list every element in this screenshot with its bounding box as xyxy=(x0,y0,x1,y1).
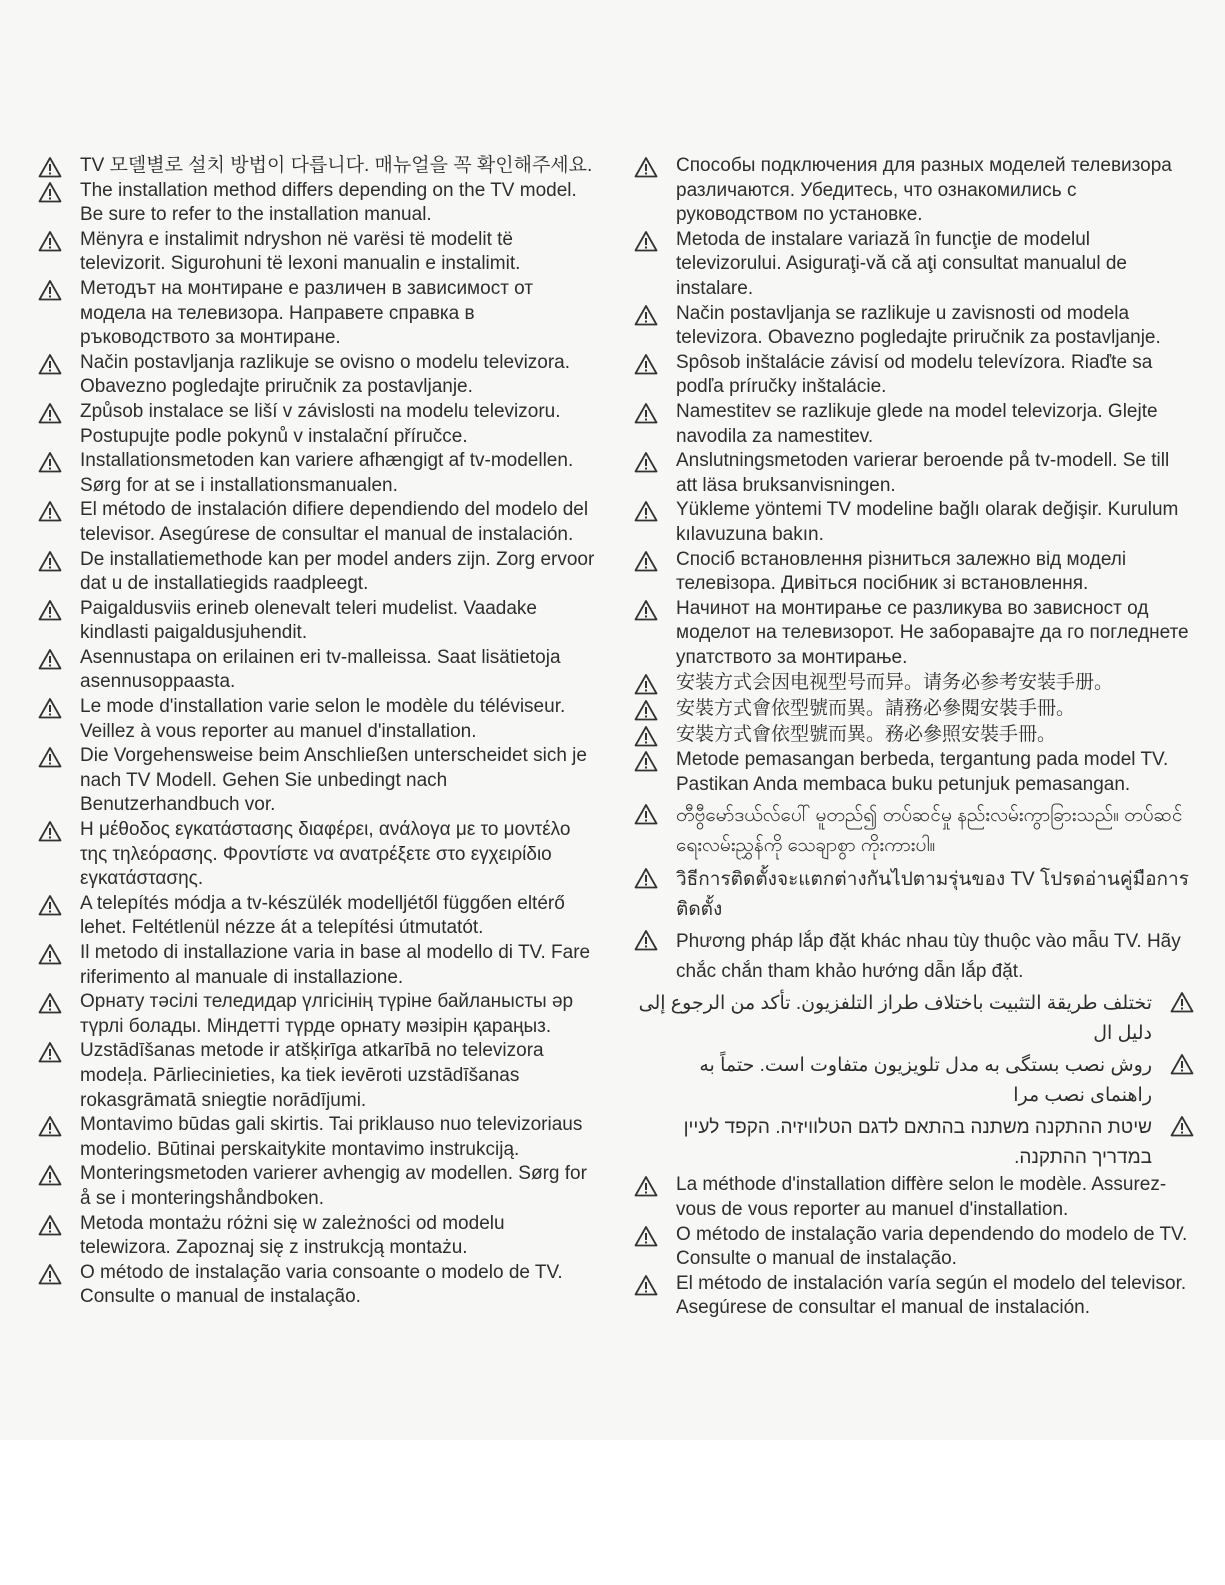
warning-triangle-icon xyxy=(38,820,62,842)
warning-triangle-icon xyxy=(634,929,658,951)
warning-text: تختلف طريقة التثبيت باختلاف طراز التلفزيون. تأكد من الرجوع إلى دليل ال xyxy=(638,993,1152,1045)
warning-text: La méthode d'installation diffère selon le modèle. Assurez-vous de vous reporter au manuel d'installation. xyxy=(676,1174,1167,1221)
warning-triangle-icon xyxy=(634,1225,658,1247)
warning-triangle-icon xyxy=(634,750,658,772)
warning-text: Metode pemasangan berbeda, tergantung pada model TV. Pastikan Anda membaca buku petunjuk pemasangan. xyxy=(676,749,1169,795)
warning-text: Спосіб встановлення різниться залежно від моделі телевізора. Дивіться посібник зі встановлення. xyxy=(676,548,1127,595)
warning-item-portuguese-br xyxy=(634,1223,1194,1272)
warning-text: Način postavljanja se razlikuje u zavisnosti od modela televizora. Obavezno pogledajte priručnik za postavljanje. xyxy=(676,302,1161,349)
warning-triangle-icon xyxy=(634,451,658,473)
warning-item-bulgarian xyxy=(38,277,598,351)
warning-text: O método de instalação varia consoante o modelo de TV. Consulte o manual de instalação. xyxy=(80,1261,563,1308)
warning-item-spanish-latam xyxy=(634,1272,1194,1321)
warning-item-danish xyxy=(38,449,598,498)
warning-triangle-icon xyxy=(38,599,62,621)
warning-text: Namestitev se razlikuje glede na model televizorja. Glejte navodila za namestitev. xyxy=(676,400,1158,447)
warning-triangle-icon xyxy=(38,648,62,670)
warning-text: Metoda de instalare variază în funcţie de modelul televizorului. Asiguraţi-vă că aţi consultat manualul de instalare. xyxy=(676,228,1127,299)
warning-item-latvian xyxy=(38,1039,598,1113)
left-column xyxy=(38,154,598,1310)
warning-item-indonesian xyxy=(634,748,1194,797)
warning-item-lithuanian xyxy=(38,1113,598,1162)
warning-text: 安装方式会因电视型号而异。请务必参考安装手册。 xyxy=(676,672,1114,694)
warning-item-greek xyxy=(38,818,598,892)
warning-text: Installationsmetoden kan variere afhængigt af tv-modellen. Sørg for at se i installationsmanualen. xyxy=(80,450,574,496)
warning-item-dutch xyxy=(38,548,598,597)
warning-triangle-icon xyxy=(38,550,62,572)
warning-item-slovak xyxy=(634,351,1194,400)
warning-text: Način postavljanja razlikuje se ovisno o modelu televizora. Obavezno pogledajte priručnik za postavljanje. xyxy=(80,351,571,398)
warning-text: Phương pháp lắp đặt khác nhau tùy thuộc vào mẫu TV. Hãy chắc chắn tham khảo hướng dẫn lắp đặt. xyxy=(676,931,1181,983)
warning-triangle-icon xyxy=(38,1041,62,1063)
warning-item-chinese-simplified xyxy=(634,671,1194,696)
warning-item-chinese-traditional-tw xyxy=(634,697,1194,722)
warning-item-french xyxy=(38,695,598,744)
warning-item-turkish xyxy=(634,498,1194,547)
warning-triangle-icon xyxy=(38,1164,62,1186)
warning-triangle-icon xyxy=(38,156,62,178)
warning-text: Paigaldusviis erineb olenevalt teleri mudelist. Vaadake kindlasti paigaldusjuhendit. xyxy=(80,597,537,644)
warning-triangle-icon xyxy=(38,1214,62,1236)
warning-triangle-icon xyxy=(1170,1053,1194,1075)
warning-item-myanmar xyxy=(634,801,1194,861)
warning-triangle-icon xyxy=(38,181,62,203)
warning-triangle-icon xyxy=(634,353,658,375)
warning-text: Le mode d'installation varie selon le modèle du téléviseur. Veillez à vous reporter au manuel d'installation. xyxy=(80,696,566,742)
warning-triangle-icon xyxy=(38,992,62,1014)
warning-triangle-icon xyxy=(634,156,658,178)
warning-item-thai xyxy=(634,865,1194,925)
warning-text: Spôsob inštalácie závisí od modelu televízora. Riaďte sa podľa príručky inštalácie. xyxy=(676,351,1153,398)
warning-item-vietnamese xyxy=(634,927,1194,987)
warning-item-kazakh xyxy=(38,990,598,1039)
warning-triangle-icon xyxy=(38,230,62,252)
warning-text: روش نصب بستگی به مدل تلویزیون متفاوت است. حتماً به راهنمای نصب مرا xyxy=(699,1055,1152,1107)
warning-triangle-icon xyxy=(38,894,62,916)
warning-text: Il metodo di installazione varia in base al modello di TV. Fare riferimento al manuale di installazione. xyxy=(80,942,591,988)
warning-item-korean xyxy=(38,154,598,179)
warning-text: Metoda montażu różni się w zależności od modelu telewizora. Zapoznaj się z instrukcją montażu. xyxy=(80,1212,505,1259)
warning-triangle-icon xyxy=(38,943,62,965)
warning-item-slovenian xyxy=(634,400,1194,449)
warning-text: TV 모델별로 설치 방법이 다릅니다. 매뉴얼을 꼭 확인해주세요. xyxy=(80,155,593,176)
warning-item-romanian xyxy=(634,228,1194,302)
warning-triangle-icon xyxy=(38,279,62,301)
warning-text: A telepítés módja a tv-készülék modelljétől függően eltérő lehet. Feltétlenül nézze át a telepítési útmutatót. xyxy=(80,892,565,939)
warning-text: De installatiemethode kan per model anders zijn. Zorg ervoor dat u de installatiegids raadpleegt. xyxy=(80,548,595,595)
warning-triangle-icon xyxy=(38,746,62,768)
warning-triangle-icon xyxy=(634,673,658,695)
warning-item-polish xyxy=(38,1212,598,1261)
warning-triangle-icon xyxy=(38,1115,62,1137)
warning-text: วิธีการติดตั้งจะแตกต่างกันไปตามรุ่นของ TV โปรดอ่านคู่มือการติดตั้ง xyxy=(676,869,1189,921)
warning-item-portuguese-pt xyxy=(38,1261,598,1310)
warning-item-croatian xyxy=(38,351,598,400)
warning-item-estonian xyxy=(38,597,598,646)
warning-triangle-icon xyxy=(634,725,658,747)
warning-text: O método de instalação varia dependendo do modelo de TV. Consulte o manual de instalação. xyxy=(676,1223,1188,1270)
warning-text: Yükleme yöntemi TV modeline bağlı olarak değişir. Kurulum kılavuzuna bakın. xyxy=(676,499,1179,545)
warning-text: Montavimo būdas gali skirtis. Tai priklauso nuo televizoriaus modelio. Būtinai perskaitykite montavimo instrukciją. xyxy=(80,1114,583,1160)
warning-triangle-icon xyxy=(634,803,658,825)
warning-item-arabic xyxy=(634,989,1194,1049)
right-column xyxy=(634,154,1194,1321)
warning-triangle-icon xyxy=(1170,991,1194,1013)
warning-text: Mënyra e instalimit ndryshon në varësi të modelit të televizorit. Sigurohuni të lexoni manualin e instalimit. xyxy=(80,228,521,275)
warning-text: Die Vorgehensweise beim Anschließen unterscheidet sich je nach TV Modell. Gehen Sie unbedingt nach Benutzerhandbuch vor. xyxy=(80,745,587,816)
warning-item-italian xyxy=(38,941,598,990)
warning-triangle-icon xyxy=(634,1175,658,1197)
warning-item-persian xyxy=(634,1051,1194,1111)
warning-item-russian xyxy=(634,154,1194,228)
warning-text: Способы подключения для разных моделей телевизора различаются. Убедитесь, что ознакомились с руководством по установке. xyxy=(676,155,1172,226)
warning-item-hungarian xyxy=(38,892,598,941)
warning-item-albanian xyxy=(38,228,598,277)
warning-triangle-icon xyxy=(634,500,658,522)
warning-item-ukrainian xyxy=(634,548,1194,597)
warning-triangle-icon xyxy=(38,353,62,375)
warning-triangle-icon xyxy=(634,867,658,889)
warning-item-spanish xyxy=(38,498,598,547)
warning-triangle-icon xyxy=(634,550,658,572)
warning-text: שיטת ההתקנה משתנה בהתאם לדגם הטלוויזיה. הקפד לעיין במדריך ההתקנה. xyxy=(683,1117,1152,1169)
warning-item-czech xyxy=(38,400,598,449)
warning-text: Způsob instalace se liší v závislosti na modelu televizoru. Postupujte podle pokynů v instalační příručce. xyxy=(80,400,561,447)
warning-triangle-icon xyxy=(634,599,658,621)
warning-triangle-icon xyxy=(38,451,62,473)
warning-item-hebrew xyxy=(634,1113,1194,1173)
warning-item-macedonian xyxy=(634,597,1194,671)
warning-triangle-icon xyxy=(38,500,62,522)
warning-text: Monteringsmetoden varierer avhengig av modellen. Sørg for å se i monteringshåndboken. xyxy=(80,1163,587,1209)
warning-text: The installation method differs depending on the TV model. Be sure to refer to the installation manual. xyxy=(80,179,577,226)
warning-triangle-icon xyxy=(634,699,658,721)
warning-text: Uzstādīšanas metode ir atšķirīga atkarībā no televizora modeļa. Pārliecinieties, ka tiek ievēroti uzstādīšanas rokasgrāmatā sniegtie norādījumi. xyxy=(80,1040,544,1111)
warning-text: တီဗွီမော်ဒယ်လ်ပေါ် မူတည်၍ တပ်ဆင်မှု နည်းလမ်းကွာခြားသည်။ တပ်ဆင်ရေးလမ်းညွှန်ကို သေချာစွာ ကိုးကားပါ။ xyxy=(676,805,1183,857)
warning-triangle-icon xyxy=(634,304,658,326)
warning-text: El método de instalación varía según el modelo del televisor. Asegúrese de consultar el manual de instalación. xyxy=(676,1272,1187,1319)
warning-text: Методът на монтиране е различен в зависимост от модела на телевизора. Направете справка в ръководството за монтиране. xyxy=(80,277,534,349)
warning-item-french-ca xyxy=(634,1173,1194,1222)
warning-item-swedish xyxy=(634,449,1194,498)
warning-triangle-icon xyxy=(38,1263,62,1285)
warning-item-norwegian xyxy=(38,1162,598,1211)
warning-text: Η μέθοδος εγκατάστασης διαφέρει, ανάλογα με το μοντέλο της τηλεόρασης. Φροντίστε να ανατρέξετε στο εγχειρίδιο εγκατάστασης. xyxy=(80,819,571,890)
warning-text: 安裝方式會依型號而異。請務必參閱安裝手冊。 xyxy=(676,698,1076,720)
warning-text: Начинот на монтирање се разликува во зависност од моделот на телевизорот. Не заборавајте да го погледнете упатството за монтирање. xyxy=(676,597,1189,668)
warning-item-german xyxy=(38,744,598,818)
warning-item-chinese-traditional-hk xyxy=(634,723,1194,748)
warning-text: 安裝方式會依型號而異。務必參照安裝手冊。 xyxy=(676,723,1057,745)
warning-text: Орнату тәсілі теледидар үлгісінің түріне байланысты әр түрлі болады. Міндетті түрде орнату мәзірін қараңыз. xyxy=(80,991,574,1037)
warning-item-serbian xyxy=(634,302,1194,351)
warning-triangle-icon xyxy=(38,697,62,719)
warning-triangle-icon xyxy=(38,402,62,424)
warning-triangle-icon xyxy=(634,230,658,252)
warning-text: Asennustapa on erilainen eri tv-malleissa. Saat lisätietoja asennusoppaasta. xyxy=(80,646,561,693)
warning-triangle-icon xyxy=(1170,1115,1194,1137)
warning-item-english xyxy=(38,179,598,228)
warning-text: Anslutningsmetoden varierar beroende på tv-modell. Se till att läsa bruksanvisningen. xyxy=(676,450,1170,496)
warning-triangle-icon xyxy=(634,1274,658,1296)
warning-item-finnish xyxy=(38,646,598,695)
warning-triangle-icon xyxy=(634,402,658,424)
warning-text: El método de instalación difiere dependiendo del modelo del televisor. Asegúrese de consultar el manual de instalación. xyxy=(80,499,589,545)
